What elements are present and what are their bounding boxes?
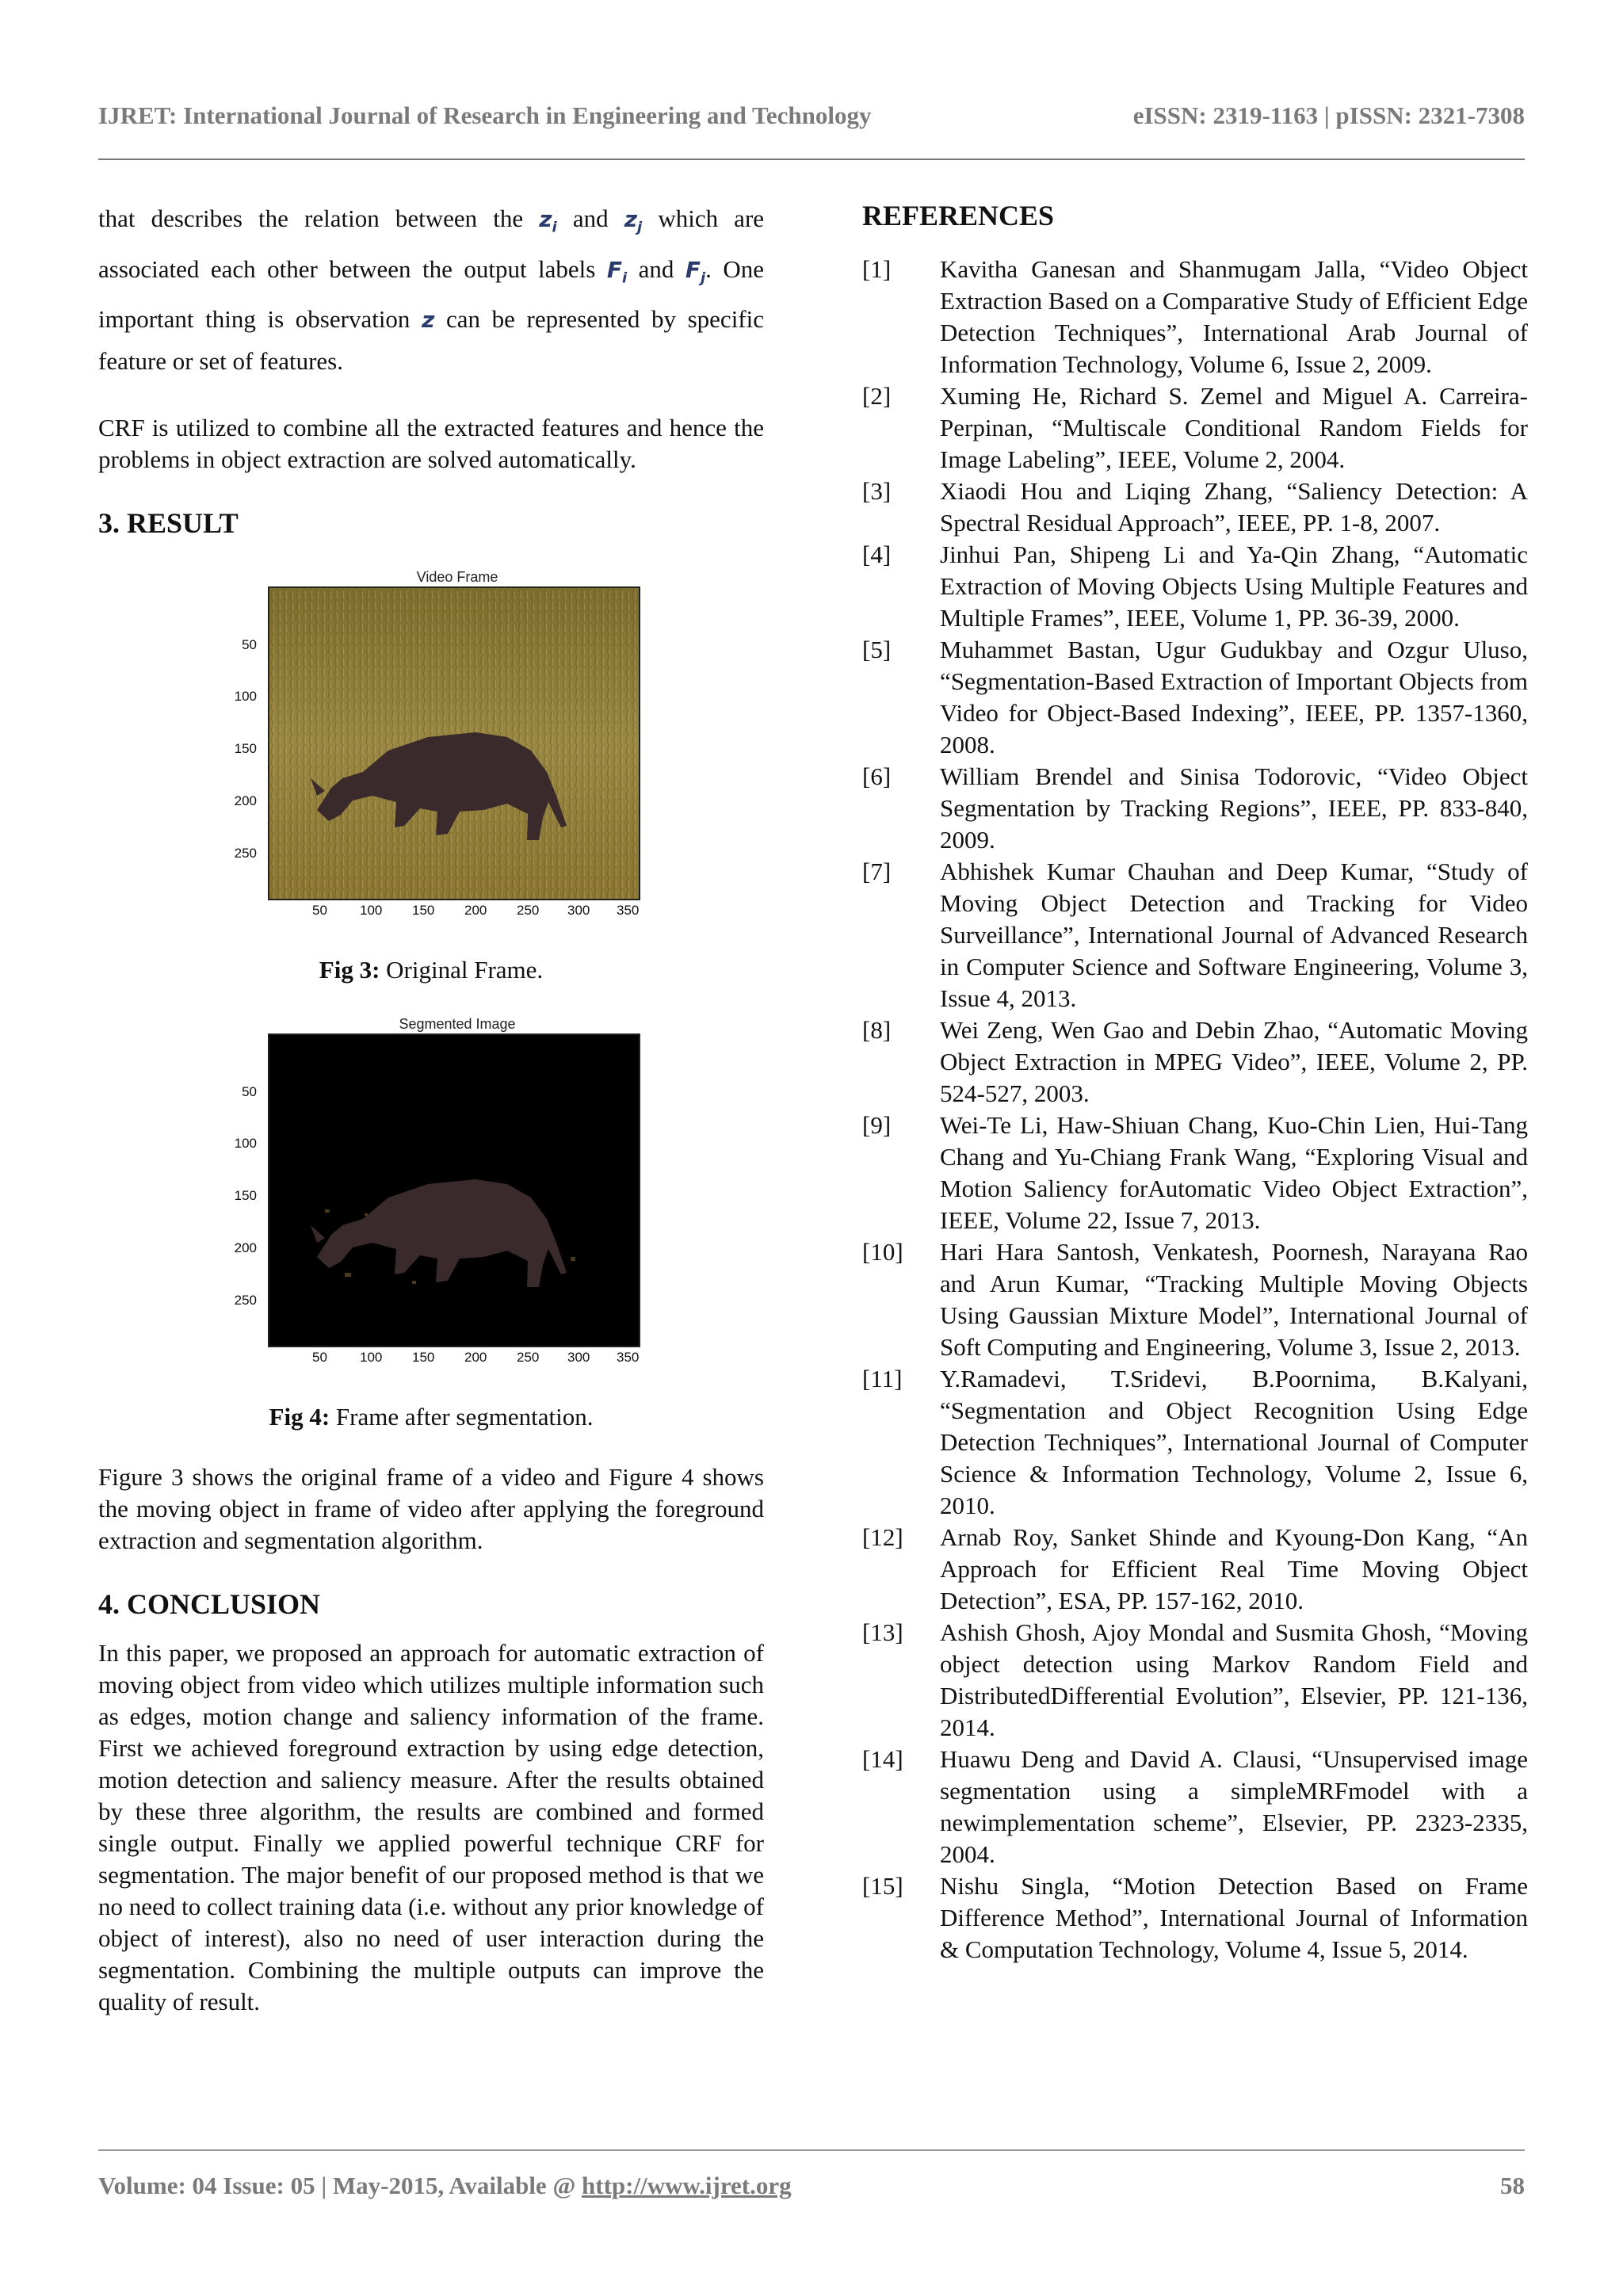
- reference-item: [862, 856, 1528, 1014]
- reference-number: [6]: [862, 762, 892, 790]
- reference-text: Arnab Roy, Sanket Shinde and Kyoung-Don Kang, “An Approach for Efficient Real Time Moving Object Detection”, ESA, PP. 157-162, 2010.: [940, 1523, 1528, 1614]
- intro-paragraph: that describes the relation between the $z_i$ and $z_j$ which are associated each other between the output labels $F_i$ and $F_j$. One important thing is observation z can be represented by specific feature or set of features.: [98, 204, 765, 376]
- reference-item: [862, 1014, 1528, 1110]
- fig4-xtick: 350: [617, 1350, 640, 1366]
- reference-text: Xiaodi Hou and Liqing Zhang, “Saliency Detection: A Spectral Residual Approach”, IEEE, PP. 1-8, 2007.: [940, 477, 1528, 537]
- reference-text: Huawu Deng and David A. Clausi, “Unsupervised image segmentation using a simpleMRFmodel with a newimplementation scheme”, Elsevier, PP. 2323-2335, 2004.: [940, 1745, 1528, 1868]
- rhino-video-frame: [269, 588, 639, 899]
- reference-item: [862, 1522, 1528, 1617]
- fig4-ytick: 100: [234, 1136, 257, 1152]
- reference-item: [862, 539, 1528, 634]
- reference-text: Kavitha Ganesan and Shanmugam Jalla, “Video Object Extraction Based on a Comparative Study of Efficient Edge Detection Techniques”, International Arab Journal of Information Technology, Volume 6, Issue 2, 2009.: [940, 255, 1528, 378]
- fig4-xtick: 300: [567, 1350, 590, 1366]
- reference-item: [862, 380, 1528, 476]
- fig4-ytick: 150: [234, 1188, 257, 1204]
- footer-divider: [98, 2149, 1525, 2151]
- fig3-caption: Fig 3: Original Frame.: [319, 956, 544, 984]
- reference-number: [9]: [862, 1111, 892, 1139]
- reference-number: [3]: [862, 477, 892, 505]
- fig3-xtick: 350: [617, 903, 640, 919]
- math-zj: $z_j$: [624, 206, 643, 236]
- reference-item: [862, 1744, 1528, 1870]
- intro-text-2: which are: [658, 204, 765, 232]
- fig3-xtick: 100: [360, 903, 383, 919]
- crf-paragraph: CRF is utilized to combine all the extracted features and hence the problems in object extraction are solved automatically.: [98, 414, 764, 474]
- fig3-ytick: 100: [234, 689, 257, 705]
- journal-url-link[interactable]: http://www.ijret.org: [582, 2172, 792, 2199]
- reference-text: Wei Zeng, Wen Gao and Debin Zhao, “Automatic Moving Object Extraction in MPEG Video”, IEEE, Volume 2, PP. 524-527, 2003.: [940, 1016, 1528, 1107]
- left-column: [98, 198, 764, 2018]
- math-zi: $z_i$: [539, 206, 557, 236]
- reference-number: [7]: [862, 858, 892, 885]
- segmented-rhino-image: [269, 1035, 639, 1346]
- reference-number: [4]: [862, 541, 892, 568]
- right-column: [862, 198, 1528, 1966]
- reference-item: [862, 761, 1528, 856]
- reference-item: [862, 254, 1528, 380]
- figure-4: [225, 1014, 640, 1374]
- reference-text: Hari Hara Santosh, Venkatesh, Poornesh, Narayana Rao and Arun Kumar, “Tracking Multiple Moving Objects Using Gaussian Mixture Model”, International Journal of Soft Computing and Engineering, Volume 3, Issue 2, 2013.: [940, 1238, 1528, 1361]
- fig3-xtick: 250: [517, 903, 540, 919]
- reference-number: [10]: [862, 1238, 903, 1266]
- fig3-xtick: 300: [567, 903, 590, 919]
- intro-and-2: and: [638, 254, 674, 283]
- conclusion-heading: 4. CONCLUSION: [98, 1588, 321, 1621]
- fig4-caption: Fig 4: Frame after segmentation.: [269, 1403, 594, 1431]
- reference-item: [862, 1110, 1528, 1236]
- fig4-ytick: 250: [234, 1293, 257, 1308]
- intro-text-6: can be represented by specific feature or set of features.: [98, 305, 764, 376]
- intro-text-1: that describes the relation between the: [98, 204, 524, 232]
- fig3-ytick: 200: [234, 793, 257, 809]
- conclusion-paragraph: In this paper, we proposed an approach for automatic extraction of moving object from video which utilizes multiple information such as edges, motion change and saliency information of the frame. First we achieved foreground extraction by using edge detection, motion detection and saliency measure. After the results obtained by these three algorithm, the results are combined and formed single output. Finally we applied powerful technique CRF for segmentation. The major benefit of our proposed method is that we no need to collect training data (i.e. without any prior knowledge of object of interest), also no need of user interaction during the segmentation. Combining the multiple outputs can improve the quality of result.: [98, 1639, 764, 2016]
- fig3-xtick: 150: [412, 903, 435, 919]
- fig3-plot-title: Video Frame: [416, 569, 498, 586]
- header-divider: [98, 159, 1525, 160]
- page-number: 58: [1500, 2172, 1525, 2199]
- reference-text: Muhammet Bastan, Ugur Gudukbay and Ozgur Uluso, “Segmentation-Based Extraction of Important Objects from Video for Object-Based Indexing”, IEEE, PP. 1357-1360, 2008.: [940, 636, 1528, 758]
- reference-text: Jinhui Pan, Shipeng Li and Ya-Qin Zhang, “Automatic Extraction of Moving Objects Using Multiple Features and Multiple Frames”, IEEE, Volume 1, PP. 36-39, 2000.: [940, 541, 1528, 632]
- fig4-xtick: 200: [464, 1350, 487, 1366]
- math-fi: $F_i$: [606, 256, 628, 287]
- reference-text: Abhishek Kumar Chauhan and Deep Kumar, “Study of Moving Object Detection and Tracking for Video Surveillance”, International Journal of Advanced Research in Computer Science and Software Engineering, Volume 3, Issue 4, 2013.: [940, 858, 1528, 1012]
- reference-number: [15]: [862, 1872, 903, 1900]
- fig4-image: [268, 1033, 640, 1347]
- math-z: z: [422, 307, 435, 334]
- reference-item: [862, 634, 1528, 761]
- reference-text: Ashish Ghosh, Ajoy Mondal and Susmita Ghosh, “Moving object detection using Markov Random Field and DistributedDifferential Evolution”, Elsevier, PP. 121-136, 2014.: [940, 1618, 1528, 1741]
- fig3-xtick: 50: [312, 903, 327, 919]
- reference-number: [14]: [862, 1745, 903, 1773]
- reference-text: Wei-Te Li, Haw-Shiuan Chang, Kuo-Chin Lien, Hui-Tang Chang and Yu-Chiang Frank Wang, “Exploring Visual and Motion Saliency forAutomatic Video Object Extraction”, IEEE, Volume 22, Issue 7, 2013.: [940, 1111, 1528, 1234]
- fig4-ytick: 200: [234, 1240, 257, 1256]
- math-fj: $F_j$: [685, 256, 706, 287]
- figure-3: [225, 567, 640, 927]
- reference-text: Nishu Singla, “Motion Detection Based on Frame Difference Method”, International Journal of Information & Computation Technology, Volume 4, Issue 5, 2014.: [940, 1872, 1528, 1963]
- footer-volume: Volume: 04 Issue: 05 | May-2015, Available @ http://www.ijret.org: [98, 2172, 792, 2199]
- reference-item: [862, 476, 1528, 539]
- reference-number: [8]: [862, 1016, 892, 1044]
- reference-number: [11]: [862, 1365, 903, 1392]
- fig4-xtick: 100: [360, 1350, 383, 1366]
- reference-item: [862, 1617, 1528, 1744]
- reference-number: [2]: [862, 382, 892, 410]
- fig4-xtick: 150: [412, 1350, 435, 1366]
- fig3-ytick: 50: [242, 637, 257, 653]
- fig4-xtick: 250: [517, 1350, 540, 1366]
- reference-number: [5]: [862, 636, 892, 663]
- reference-text: Y.Ramadevi, T.Sridevi, B.Poornima, B.Kalyani, “Segmentation and Object Recognition Using Edge Detection Techniques”, International Journal of Computer Science & Information Technology, Volume 2, Issue 6, 2010.: [940, 1365, 1528, 1519]
- fig4-xtick: 50: [312, 1350, 327, 1366]
- references-list: [862, 254, 1528, 1966]
- fig3-image: [268, 586, 640, 900]
- reference-item: [862, 1363, 1528, 1522]
- reference-item: [862, 1236, 1528, 1363]
- fig3-ytick: 150: [234, 741, 257, 757]
- intro-and-1: and: [572, 204, 609, 232]
- fig4-ytick: 50: [242, 1084, 257, 1100]
- references-heading: REFERENCES: [862, 200, 1055, 231]
- figures-description-paragraph: Figure 3 shows the original frame of a video and Figure 4 shows the moving object in frame of video after applying the foreground extraction and segmentation algorithm.: [98, 1463, 764, 1555]
- reference-text: Xuming He, Richard S. Zemel and Miguel A. Carreira-Perpinan, “Multiscale Conditional Random Fields for Image Labeling”, IEEE, Volume 2, 2004.: [940, 382, 1528, 473]
- journal-header: IJRET: International Journal of Research in Engineering and Technology: [98, 101, 872, 129]
- reference-number: [13]: [862, 1618, 903, 1646]
- intro-text-3: associated each other between the output labels: [98, 254, 596, 283]
- fig3-xtick: 200: [464, 903, 487, 919]
- fig3-ytick: 250: [234, 846, 257, 861]
- reference-number: [12]: [862, 1523, 903, 1551]
- reference-text: William Brendel and Sinisa Todorovic, “Video Object Segmentation by Tracking Regions”, IEEE, PP. 833-840, 2009.: [940, 762, 1528, 854]
- reference-item: [862, 1870, 1528, 1966]
- intro-text-5: One important thing is observation: [98, 254, 765, 334]
- reference-number: [1]: [862, 255, 892, 283]
- result-heading: 3. RESULT: [98, 507, 239, 540]
- issn-header: eISSN: 2319-1163 | pISSN: 2321-7308: [1132, 101, 1525, 129]
- fig4-plot-title: Segmented Image: [399, 1016, 516, 1033]
